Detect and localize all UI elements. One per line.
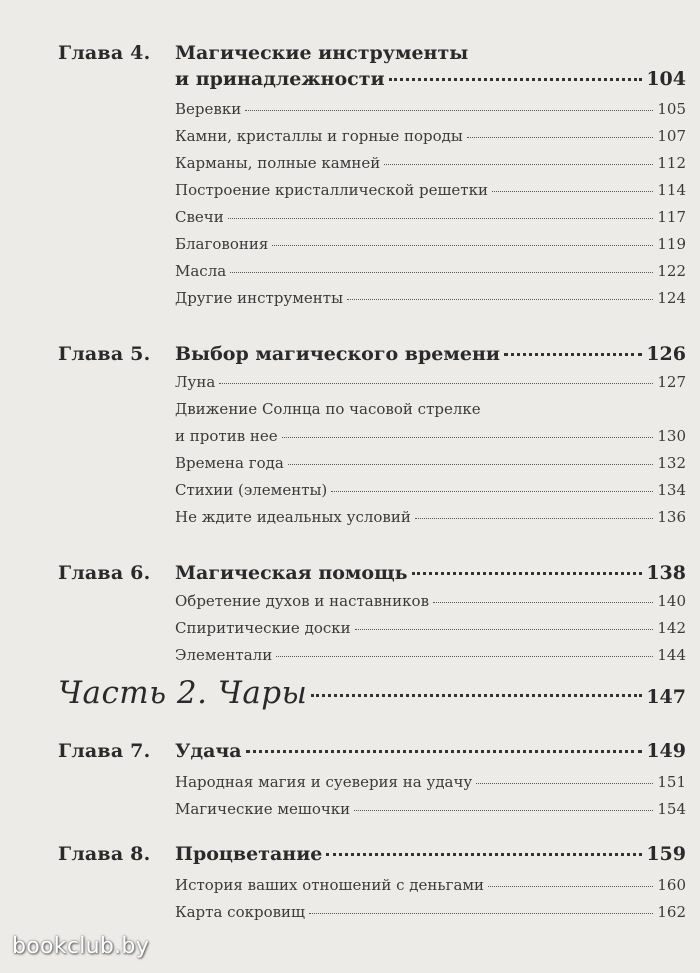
toc-item-text: История ваших отношений с деньгами [175,876,485,894]
chapter-title-row [175,562,686,584]
toc-item [175,262,686,289]
toc-item [175,289,686,316]
chapter-title-row [175,740,686,762]
chapter-items [175,592,686,673]
chapter-title-line1: Магические инструменты [175,42,469,64]
toc-item [175,427,686,454]
leader-dots [276,656,653,657]
toc-item-text: Свечи [175,208,224,226]
toc-item-text: Благовония [175,235,269,253]
chapter-label: Глава 6. [58,562,151,584]
chapter-page: 104 [646,68,686,90]
leader-dots [246,750,643,753]
toc-item-text: Масла [175,262,227,280]
chapter-title [175,343,686,365]
toc-item-text: Времена года [175,454,284,472]
chapter-title [175,42,686,90]
toc-item [175,800,686,827]
toc-item [175,619,686,646]
toc-item-page: 124 [657,289,686,307]
toc-item [175,481,686,508]
toc-item-page: 140 [657,592,686,610]
toc-item [175,876,686,903]
watermark: bookclub.by [12,934,150,959]
toc-item [175,592,686,619]
toc-item-page: 119 [657,235,686,253]
toc-item-text: Магические мешочки [175,800,351,818]
leader-dots [230,272,653,273]
toc-item-page: 154 [657,800,686,818]
toc-item [175,508,686,535]
toc-item-text: Стихии (элементы) [175,481,328,499]
toc-item [175,181,686,208]
leader-dots [488,886,653,887]
chapter-title-line2: и принадлежности [175,68,385,90]
toc-item-page: 130 [657,427,686,445]
chapter-items [175,773,686,827]
toc-item-page: 117 [657,208,686,226]
chapter-title-line1: Процветание [175,843,323,865]
toc-item-text: Карманы, полные камней [175,154,381,172]
chapter-title-row [175,343,686,365]
chapter-label: Глава 8. [58,843,151,865]
leader-dots [354,810,653,811]
leader-dots [288,464,654,465]
leader-dots [228,218,654,219]
toc-item-page: 151 [657,773,686,791]
chapter-label: Глава 4. [58,42,151,64]
part-title-row [58,675,686,711]
leader-dots [433,602,653,603]
chapter-page: 138 [646,562,686,584]
leader-dots [384,164,653,165]
chapter-title [175,843,686,865]
chapter-title-line1: Магическая помощь [175,562,408,584]
chapter-title [175,740,686,762]
part-page: 147 [646,686,686,708]
leader-dots [355,629,654,630]
toc-item-page: 105 [657,100,686,118]
toc-item-text: Карта сокровищ [175,903,305,921]
toc-item-page: 144 [657,646,686,664]
toc-item-text: Обретение духов и наставников [175,592,430,610]
toc-item [175,100,686,127]
chapter-page: 159 [646,843,686,865]
leader-dots [282,437,654,438]
chapter-page: 149 [646,740,686,762]
part-title: Часть 2. Чары [58,675,308,711]
toc-item [175,454,686,481]
part-2 [58,675,686,711]
chapter-page: 126 [646,343,686,365]
toc-item-text: Веревки [175,100,242,118]
chapter-label: Глава 5. [58,343,151,365]
chapter-items [175,373,686,535]
chapter-title [175,562,686,584]
toc-item-page: 134 [657,481,686,499]
toc-item-text: Элементали [175,646,273,664]
leader-dots [504,353,642,356]
leader-dots [389,78,643,81]
toc-item-page: 160 [657,876,686,894]
toc-item [175,646,686,673]
toc-item [175,154,686,181]
leader-dots [326,853,642,856]
toc-item-page: 136 [657,508,686,526]
toc-item-text: Спиритические доски [175,619,351,637]
leader-dots [492,191,653,192]
toc-item-page: 132 [657,454,686,472]
toc-item [175,208,686,235]
toc-item-text: Народная магия и суеверия на удачу [175,773,473,791]
leader-dots [331,491,653,492]
leader-dots [415,518,654,519]
chapter-label: Глава 7. [58,740,151,762]
leader-dots [272,245,653,246]
chapter-title-row [175,843,686,865]
toc-item-page: 114 [657,181,686,199]
toc-item-page: 162 [657,903,686,921]
toc-item-text: Луна [175,373,216,391]
leader-dots [412,572,643,575]
toc-item [175,127,686,154]
chapter-title-line1: Выбор магического времени [175,343,500,365]
toc-item-line1: Движение Солнца по часовой стрелке [175,400,481,418]
leader-dots [219,383,653,384]
toc-item-text: Камни, кристаллы и горные породы [175,127,463,145]
chapter-title-row [175,68,686,90]
toc-item-text: Другие инструменты [175,289,344,307]
toc-item-text: и против нее [175,427,278,445]
leader-dots [476,783,653,784]
leader-dots [311,694,642,697]
chapter-title-line1: Удача [175,740,242,762]
chapter-items [175,100,686,316]
toc-item [175,903,686,930]
toc-item-page: 142 [657,619,686,637]
toc-item [175,773,686,800]
toc-item [175,373,686,400]
leader-dots [347,299,653,300]
leader-dots [467,137,654,138]
toc-item-page: 112 [657,154,686,172]
toc-item-page: 122 [657,262,686,280]
toc-item [175,235,686,262]
toc-item-page: 127 [657,373,686,391]
leader-dots [309,913,653,914]
toc-item-page: 107 [657,127,686,145]
toc-item-text: Построение кристаллической решетки [175,181,488,199]
leader-dots [245,110,653,111]
chapter-items [175,876,686,930]
toc-item-text: Не ждите идеальных условий [175,508,411,526]
